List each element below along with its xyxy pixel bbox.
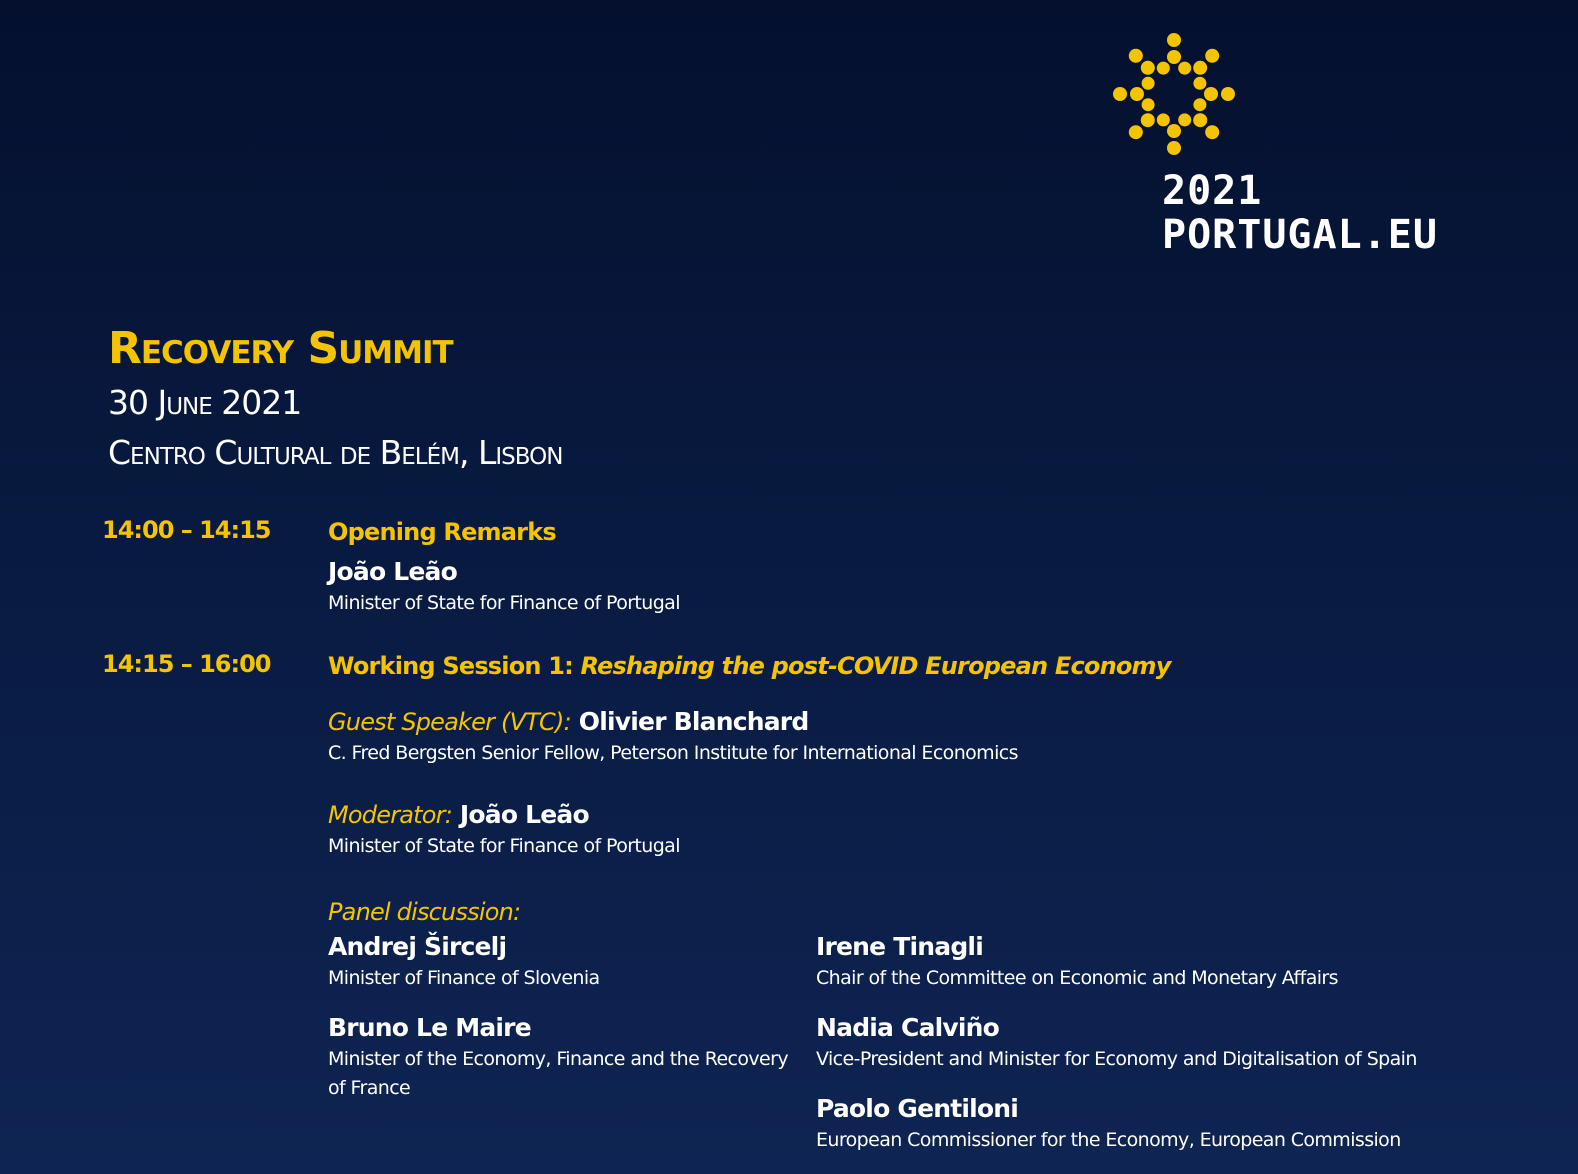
session-title-prefix: Working Session 1: (328, 652, 581, 680)
event-venue: Centro Cultural de Belém, Lisbon (108, 433, 563, 472)
logo-dot (1167, 33, 1181, 47)
panelist (816, 930, 1476, 993)
speaker-name: João Leão (328, 557, 457, 586)
logo-dot (1178, 113, 1191, 126)
guest-speaker-name: Olivier Blanchard (578, 707, 809, 736)
panel-right-column (816, 930, 1476, 1173)
logo-dot (1193, 61, 1207, 75)
panelist-role: Minister of Finance of Slovenia (328, 967, 600, 989)
logo-dot (1157, 113, 1170, 126)
panelist (816, 1011, 1476, 1074)
logo-dot (1167, 50, 1181, 64)
logo-dot (1178, 62, 1191, 75)
agenda-time-2: 14:15 – 16:00 (102, 650, 271, 678)
logo-dot (1141, 61, 1155, 75)
logo-dot (1204, 87, 1218, 101)
panelist-name: Irene Tinagli (816, 932, 983, 961)
panelist-name: Nadia Calviño (816, 1013, 1000, 1042)
session-title-opening: Opening Remarks (328, 518, 556, 546)
panelist (328, 1011, 788, 1103)
agenda-item-working-session (328, 649, 1171, 929)
logo-dot (1130, 87, 1144, 101)
event-header (108, 320, 562, 478)
panelist-name: Andrej Šircelj (328, 932, 507, 961)
session-title-theme: Reshaping the post-COVID European Economy (580, 652, 1171, 680)
event-title: Recovery Summit (108, 323, 453, 374)
logo-dot (1129, 49, 1143, 63)
guest-speaker-line (328, 705, 1171, 739)
portugal-eu-logo (1090, 18, 1470, 268)
panelist-name: Paolo Gentiloni (816, 1094, 1019, 1123)
sun-dots-icon (1090, 18, 1260, 168)
logo-dot (1221, 87, 1235, 101)
logo-dot (1129, 125, 1143, 139)
logo-year: 2021 (1162, 168, 1263, 214)
logo-dot (1205, 49, 1219, 63)
moderator-role: Minister of State for Finance of Portugal (328, 835, 680, 857)
guest-speaker-role: C. Fred Bergsten Senior Fellow, Peterson Institute for International Economics (328, 742, 1018, 764)
panelist (816, 1092, 1476, 1155)
agenda-item-opening (328, 515, 680, 618)
logo-dot (1113, 87, 1127, 101)
logo-dot (1157, 62, 1170, 75)
panel-discussion-label: Panel discussion: (328, 898, 521, 926)
logo-dot (1142, 77, 1155, 90)
panelist-role: Minister of the Economy, Finance and the Recovery of France (328, 1048, 788, 1099)
moderator-line (328, 798, 1171, 832)
agenda-time-1: 14:00 – 14:15 (102, 516, 271, 544)
logo-dot (1142, 98, 1155, 111)
logo-dot (1205, 125, 1219, 139)
logo-dot (1167, 141, 1181, 155)
logo-dot (1193, 98, 1206, 111)
moderator-name: João Leão (459, 800, 589, 829)
panel-left-column (328, 930, 788, 1121)
guest-speaker-label: Guest Speaker (VTC): (328, 708, 571, 736)
panelist-role: Chair of the Committee on Economic and Monetary Affairs (816, 967, 1338, 989)
moderator-label: Moderator: (328, 801, 453, 829)
logo-dot (1193, 113, 1207, 127)
logo-dot (1141, 113, 1155, 127)
session-title-working (328, 649, 1171, 683)
panelist-role: European Commissioner for the Economy, European Commission (816, 1129, 1401, 1151)
logo-dot (1167, 124, 1181, 138)
speaker-role: Minister of State for Finance of Portugal (328, 592, 680, 614)
panelist-role: Vice-President and Minister for Economy and Digitalisation of Spain (816, 1048, 1417, 1070)
logo-dot (1193, 77, 1206, 90)
panelist (328, 930, 788, 993)
event-date: 30 June 2021 (108, 383, 302, 422)
logo-name: PORTUGAL.EU (1162, 212, 1438, 258)
panelist-name: Bruno Le Maire (328, 1013, 531, 1042)
